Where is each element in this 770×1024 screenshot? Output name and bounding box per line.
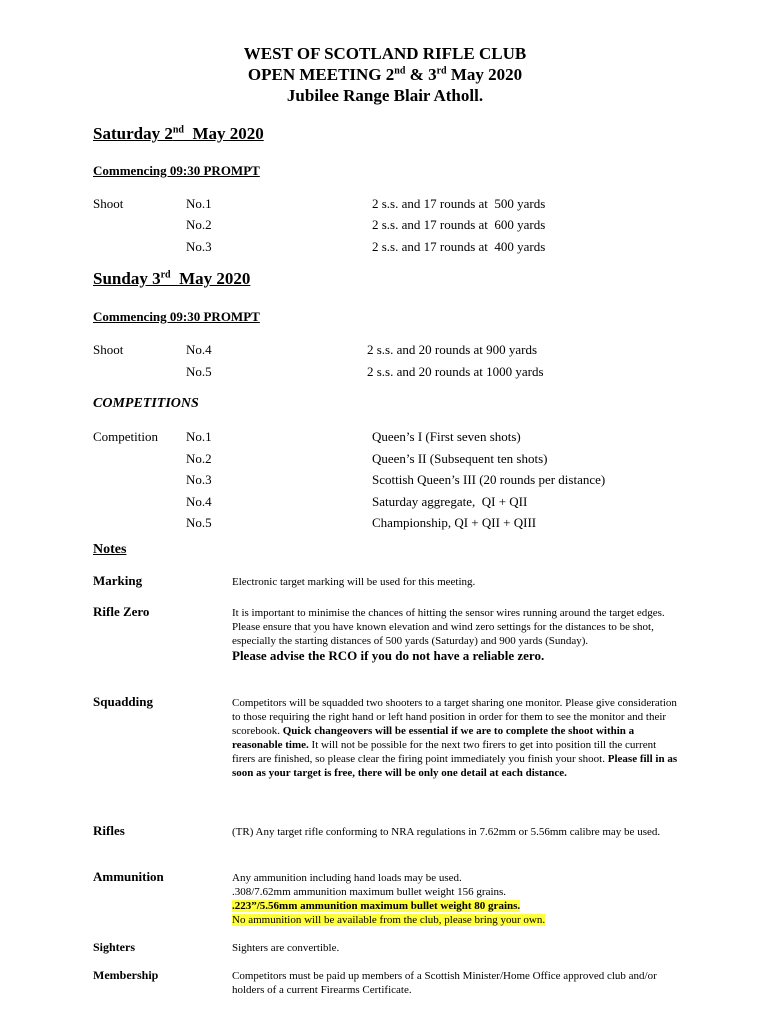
squadding-text: Competitors will be squadded two shooters to a target sharing one monitor. Please give consideration to those requiring the right hand or left hand position in order for them to see the monitor and their scorebook. Quick changeovers will be essential if we are to complete the shoot within a reasonable time. It will not be possible for the next two firers to get into position till the current firers are finished, so please clear the firing point immediately you finish your shoot. Please fill in as soon as your target is free, there will be only one detail at each distance. [232, 697, 678, 779]
meeting-title: OPEN MEETING 2nd & 3rd May 2020 [247, 65, 523, 84]
squadding-label: Squadding [93, 694, 153, 709]
marking-label: Marking [93, 573, 143, 588]
shoot-desc: 2 s.s. and 17 rounds at 500 yards [372, 196, 546, 211]
shoot-no: No.1 [186, 196, 212, 211]
marking-text: Electronic target marking will be used for this meeting. [232, 576, 476, 588]
sunday-shoot-label: Shoot [93, 342, 124, 357]
ammunition-highlight: No ammunition will be available from the club, please bring your own. [232, 914, 546, 926]
rifle-zero-text: It is important to minimise the chances of hitting the sensor wires running around the target edges. Please ensure that you have known elevation and wind zero settings for the distances to be shot, especially the starting distances of 500 yards (Saturday) and 900 yards (Sunday). Please advise the RCO if you do not have a reliable zero. [232, 606, 678, 664]
competitions-heading: COMPETITIONS [93, 396, 199, 411]
ammunition-text: Any ammunition including hand loads may be used. .308/7.62mm ammunition maximum bullet weight 156 grains. .223”/5.56mm ammunition maximum bullet weight 80 grains. No ammunition will be available from the club, please bring your own. [232, 872, 546, 926]
shoot-no: No.4 [186, 342, 212, 357]
sunday-commencing: Commencing 09:30 PROMPT [93, 309, 260, 324]
rifles-text: (TR) Any target rifle conforming to NRA regulations in 7.62mm or 5.56mm calibre may be used. [232, 826, 661, 838]
saturday-heading: Saturday 2nd May 2020 [93, 124, 264, 143]
competition-desc: Queen’s II (Subsequent ten shots) [372, 451, 548, 466]
saturday-commencing: Commencing 09:30 PROMPT [93, 163, 260, 178]
venue-title: Jubilee Range Blair Atholl. [286, 86, 484, 105]
ammunition-highlight-bold: .223”/5.56mm ammunition maximum bullet weight 80 grains. [232, 900, 521, 912]
saturday-shoot-label: Shoot [93, 196, 124, 211]
membership-text: Competitors must be paid up members of a Scottish Minister/Home Office approved club and/or holders of a current Firearms Certificate. [232, 970, 657, 996]
rifles-label: Rifles [93, 823, 125, 838]
competition-no: No.2 [186, 451, 212, 466]
shoot-no: No.5 [186, 364, 212, 379]
rifle-zero-label: Rifle Zero [93, 604, 150, 619]
competition-no: No.5 [186, 515, 212, 530]
membership-label: Membership [93, 968, 159, 982]
competition-desc: Scottish Queen’s III (20 rounds per distance) [372, 472, 606, 487]
shoot-desc: 2 s.s. and 20 rounds at 1000 yards [367, 364, 544, 379]
competition-desc: Saturday aggregate, QI + QII [372, 494, 528, 509]
rifle-zero-warning: Please advise the RCO if you do not have a reliable zero. [232, 648, 545, 663]
shoot-no: No.2 [186, 217, 212, 232]
sighters-label: Sighters [93, 940, 135, 954]
competition-label: Competition [93, 429, 158, 444]
club-title: WEST OF SCOTLAND RIFLE CLUB [243, 44, 527, 63]
competition-no: No.1 [186, 429, 212, 444]
shoot-desc: 2 s.s. and 17 rounds at 600 yards [372, 217, 546, 232]
competition-no: No.3 [186, 472, 212, 487]
competition-desc: Championship, QI + QII + QIII [372, 515, 537, 530]
sunday-heading: Sunday 3rd May 2020 [93, 269, 251, 288]
shoot-desc: 2 s.s. and 17 rounds at 400 yards [372, 239, 546, 254]
competition-desc: Queen’s I (First seven shots) [372, 429, 521, 444]
shoot-no: No.3 [186, 239, 212, 254]
ammunition-label: Ammunition [93, 869, 164, 884]
notes-heading: Notes [93, 542, 127, 557]
competition-no: No.4 [186, 494, 212, 509]
sighters-text: Sighters are convertible. [232, 942, 340, 954]
shoot-desc: 2 s.s. and 20 rounds at 900 yards [367, 342, 538, 357]
